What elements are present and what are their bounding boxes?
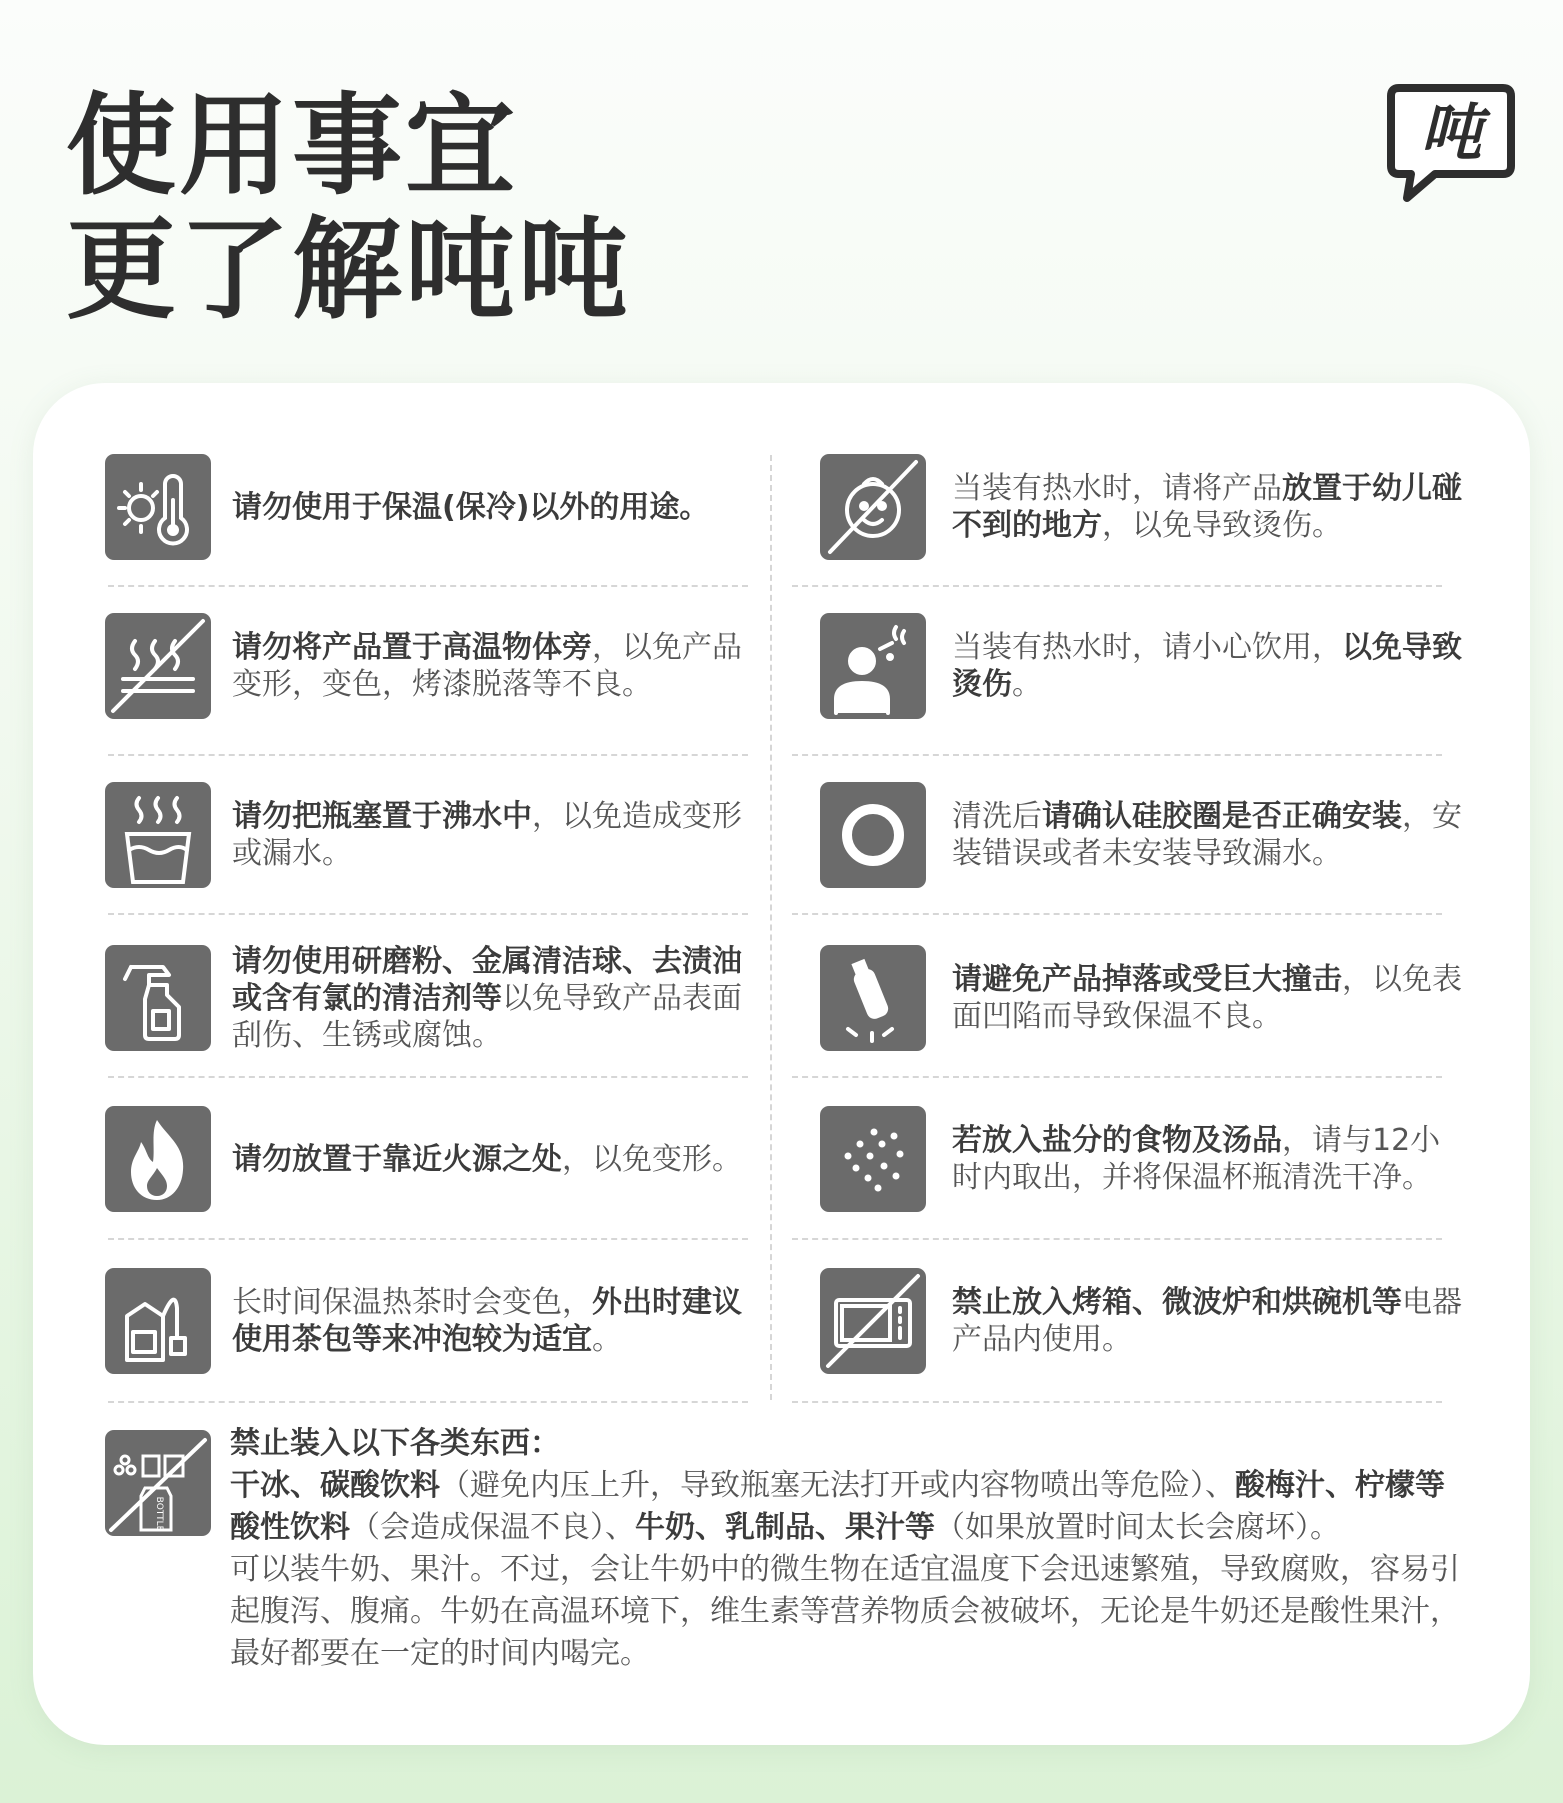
tip-content <box>952 1284 1462 1358</box>
tea-bag-icon <box>105 1268 211 1374</box>
tip-content <box>232 943 752 1054</box>
text-segment: （会造成保温不良）、 <box>350 1510 635 1545</box>
speech-bubble-logo <box>1385 82 1517 204</box>
bold-segment: 请勿放置于靠近火源之处 <box>232 1141 562 1177</box>
text-segment: ，以免表面凹陷而导致保温不良。 <box>952 962 1462 1034</box>
tip-text <box>952 1106 1462 1212</box>
bold-segment: 请勿使用于保温(保冷)以外的用途。 <box>232 489 710 525</box>
text-segment: ，请与12小时内取出，并将保温杯瓶清洗干净。 <box>952 1123 1441 1195</box>
no-bottles-icon <box>105 1430 211 1536</box>
row-divider <box>792 1401 1442 1403</box>
no-heat-source-icon <box>105 613 211 719</box>
bold-segment: 以免导致烫伤 <box>952 630 1462 702</box>
text-segment: ，以免变形。 <box>562 1141 742 1177</box>
bottom-text <box>230 1423 1460 1675</box>
page-title <box>66 84 631 332</box>
text-segment: 长时间保温热茶时会变色， <box>232 1285 592 1320</box>
bold-segment: 酸梅汁、柠檬等酸性饮料 <box>230 1468 1445 1545</box>
row-divider <box>108 1076 748 1078</box>
tip-content <box>232 629 752 703</box>
text-segment: 当装有热水时，请将产品 <box>952 471 1282 506</box>
bold-segment: 请勿使用研磨粉、金属清洁球、去渍油或含有氯的清洁剂等 <box>232 943 742 1016</box>
tip-text <box>232 1268 752 1374</box>
tip-text <box>232 1106 752 1212</box>
text-segment: 电器产品内使用。 <box>952 1285 1462 1357</box>
spray-bottle-icon <box>105 945 211 1051</box>
bottle-label: BOTTLE <box>154 1496 164 1532</box>
text-segment: ，安装错误或者未安装导致漏水。 <box>952 799 1462 871</box>
hot-drink-person-icon <box>820 613 926 719</box>
row-divider <box>108 754 748 756</box>
text-segment: 。 <box>1012 667 1042 702</box>
text-segment: 清洗后 <box>952 799 1042 834</box>
tip-content <box>952 798 1462 872</box>
tip-text <box>952 782 1462 888</box>
column-divider <box>770 455 772 1400</box>
bold-segment: 请勿把瓶塞置于沸水中 <box>232 799 532 834</box>
tip-content <box>232 489 752 526</box>
row-divider <box>108 585 748 587</box>
logo-text: 吨 <box>1419 96 1483 169</box>
tip-content <box>232 798 752 872</box>
thermometer-icon <box>105 454 211 560</box>
tip-text <box>232 782 752 888</box>
tip-text <box>952 945 1462 1051</box>
tip-content <box>952 629 1462 703</box>
bold-segment: 外出时建议使用茶包等来冲泡较为适宜 <box>232 1285 742 1357</box>
tip-content <box>952 961 1462 1035</box>
text-segment: （如果放置时间太长会腐坏）。 <box>935 1510 1340 1545</box>
bottom-heading: 禁止装入以下各类东西： <box>230 1426 560 1461</box>
falling-bottle-icon <box>820 945 926 1051</box>
fire-icon <box>105 1106 211 1212</box>
tip-text <box>232 613 752 719</box>
title-line-1: 使用事宜 <box>66 82 518 210</box>
title-line-2: 更了解吨吨 <box>66 206 631 334</box>
salt-dots-icon <box>820 1106 926 1212</box>
text-segment: ，以免产品变形，变色，烤漆脱落等不良。 <box>232 630 742 702</box>
no-baby-icon <box>820 454 926 560</box>
bottom-line1 <box>230 1465 1460 1549</box>
row-divider <box>108 1238 748 1240</box>
row-divider <box>792 585 1442 587</box>
bottom-paragraph: 可以装牛奶、果汁。不过，会让牛奶中的微生物在适宜温度下会迅速繁殖，导致腐败，容易引起腹泻、腹痛。牛奶在高温环境下，维生素等营养物质会被破坏，无论是牛奶还是酸性果汁，最好都要在一定的时间内喝完。 <box>230 1552 1460 1671</box>
text-segment: 以免导致产品表面刮伤、生锈或腐蚀。 <box>232 980 742 1053</box>
tip-text <box>952 454 1462 560</box>
bold-segment: 若放入盐分的食物及汤品 <box>952 1123 1282 1158</box>
row-divider <box>792 754 1442 756</box>
tip-content <box>952 1122 1462 1196</box>
row-divider <box>792 1076 1442 1078</box>
row-divider <box>792 913 1442 915</box>
tip-text <box>232 940 752 1056</box>
row-divider <box>108 913 748 915</box>
tip-content <box>232 1141 752 1178</box>
bold-segment: 请确认硅胶圈是否正确安装 <box>1042 799 1402 834</box>
text-segment: ，以免造成变形或漏水。 <box>232 799 742 871</box>
bold-segment: 请避免产品掉落或受巨大撞击 <box>952 962 1342 997</box>
row-divider <box>792 1238 1442 1240</box>
boiling-water-icon <box>105 782 211 888</box>
bold-segment: 禁止放入烤箱、微波炉和烘碗机等 <box>952 1285 1402 1320</box>
text-segment: ，以免导致烫伤。 <box>1102 508 1342 543</box>
bold-segment: 牛奶、乳制品、果汁等 <box>635 1510 935 1545</box>
text-segment: 。 <box>592 1322 622 1357</box>
row-divider <box>108 1401 748 1403</box>
tip-content <box>232 1284 752 1358</box>
bold-segment: 放置于幼儿碰不到的地方 <box>952 471 1462 543</box>
bold-segment: 请勿将产品置于高温物体旁 <box>232 630 592 665</box>
silicone-ring-icon <box>820 782 926 888</box>
text-segment: 当装有热水时，请小心饮用， <box>952 630 1342 665</box>
tip-text <box>952 613 1462 719</box>
no-microwave-icon <box>820 1268 926 1374</box>
tip-content <box>952 470 1462 544</box>
text-segment: （避免内压上升，导致瓶塞无法打开或内容物喷出等危险）、 <box>440 1468 1235 1503</box>
tip-text <box>232 454 752 560</box>
bold-segment: 干冰、碳酸饮料 <box>230 1468 440 1503</box>
tip-text <box>952 1268 1462 1374</box>
